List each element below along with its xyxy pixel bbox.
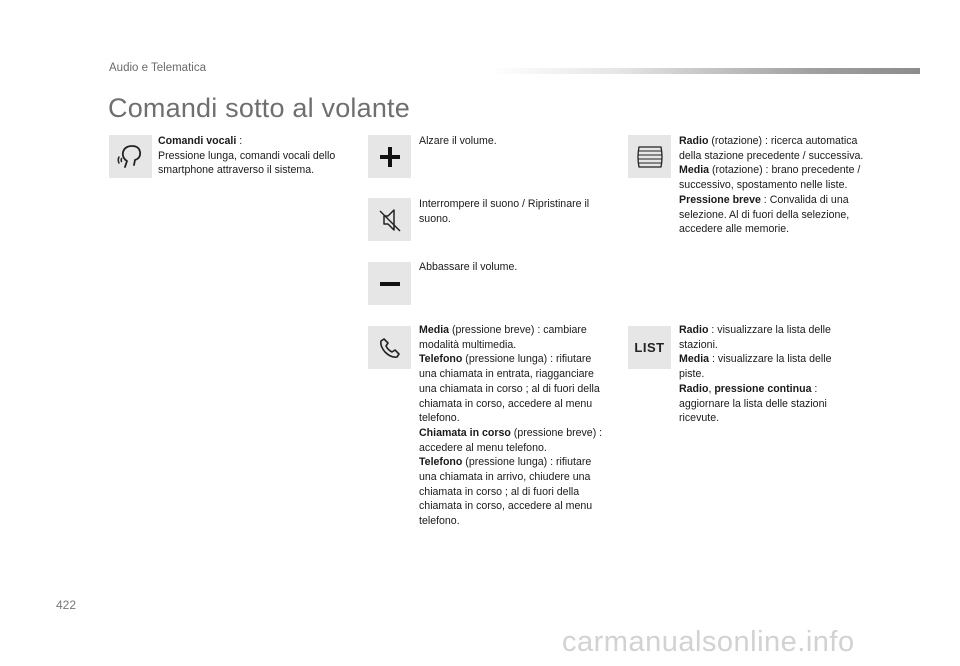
media-label: Media	[419, 324, 450, 336]
mute-button-illustration	[368, 198, 411, 241]
thumbwheel-illustration	[628, 135, 671, 178]
list-media-text: : visualizzare la lista delle piste.	[679, 353, 832, 381]
list-radio-text: : visualizzare la lista delle stazioni.	[679, 324, 831, 351]
short-press-text: : Convalida di una selezione. Al di fuori della selezione, accedere alle memorie.	[679, 193, 850, 236]
page-number: 422	[56, 598, 77, 612]
voice-command-description	[158, 134, 343, 178]
thumbwheel-icon	[635, 142, 665, 172]
call-in-progress-label: Chiamata in corso	[419, 426, 511, 439]
phone-long-text-2: (pressione lunga) : rifiutare una chiamata in arrivo, chiudere una chiamata in corso ; al di fuori della chiamata in corso, accedere al menu telefono.	[419, 456, 593, 528]
continuous-press-text: : aggiornare la lista delle stazioni ricevute.	[679, 382, 827, 425]
call-in-progress-text: (pressione breve) : accedere al menu telefono.	[419, 426, 603, 454]
list-description	[679, 323, 859, 426]
list-button-illustration	[628, 326, 671, 369]
volume-up-button-illustration	[368, 135, 411, 178]
list-icon-label: LIST	[634, 340, 665, 355]
plus-icon	[378, 145, 402, 169]
mute-icon	[374, 204, 406, 236]
phone-icon	[375, 333, 405, 363]
volume-up-text: Alzare il volume.	[419, 135, 497, 147]
volume-down-button-illustration	[368, 262, 411, 305]
header-gradient-bar	[488, 68, 920, 74]
page-title: Comandi sotto al volante	[108, 93, 410, 123]
wheel-media-label: Media	[679, 164, 710, 177]
phone-button-illustration	[368, 326, 411, 369]
media-text: (pressione breve) : cambiare modalità multimedia.	[419, 324, 587, 351]
voice-command-text: Pressione lunga, comandi vocali dello smartphone attraverso il sistema.	[158, 149, 336, 177]
thumbwheel-description	[679, 134, 869, 237]
wheel-radio-text: (rotazione) : ricerca automatica della stazione precedente / successiva.	[679, 135, 864, 162]
short-press-label: Pressione breve	[679, 193, 761, 206]
voice-command-icon	[115, 141, 147, 173]
list-radio-label-2: Radio	[679, 382, 709, 395]
mute-text: Interrompere il suono / Ripristinare il suono.	[419, 198, 590, 225]
voice-command-label: Comandi vocali	[158, 135, 237, 147]
voice-command-colon: :	[236, 135, 243, 147]
minus-icon	[378, 272, 402, 296]
section-header: Audio e Telematica	[109, 62, 206, 74]
continuous-press-label: pressione continua	[714, 382, 812, 395]
wheel-media-text: (rotazione) : brano precedente / successivo, spostamento nelle liste.	[679, 164, 861, 192]
list-radio-label: Radio	[679, 324, 709, 336]
wheel-radio-label: Radio	[679, 135, 709, 147]
volume-down-text: Abbassare il volume.	[419, 261, 518, 273]
list-comma: ,	[708, 382, 715, 395]
list-media-label: Media	[679, 353, 710, 366]
phone-long-text: (pressione lunga) : rifiutare una chiamata in entrata, riagganciare una chiamata in corso ; al di fuori della chiamata in corso, accedere al menu telefono.	[419, 353, 600, 425]
voice-command-button-illustration	[109, 135, 152, 178]
phone-long-label: Telefono	[419, 353, 463, 366]
phone-media-description	[419, 323, 609, 529]
phone-long-label-2: Telefono	[419, 456, 463, 469]
watermark: carmanualsonline.info	[562, 626, 855, 658]
